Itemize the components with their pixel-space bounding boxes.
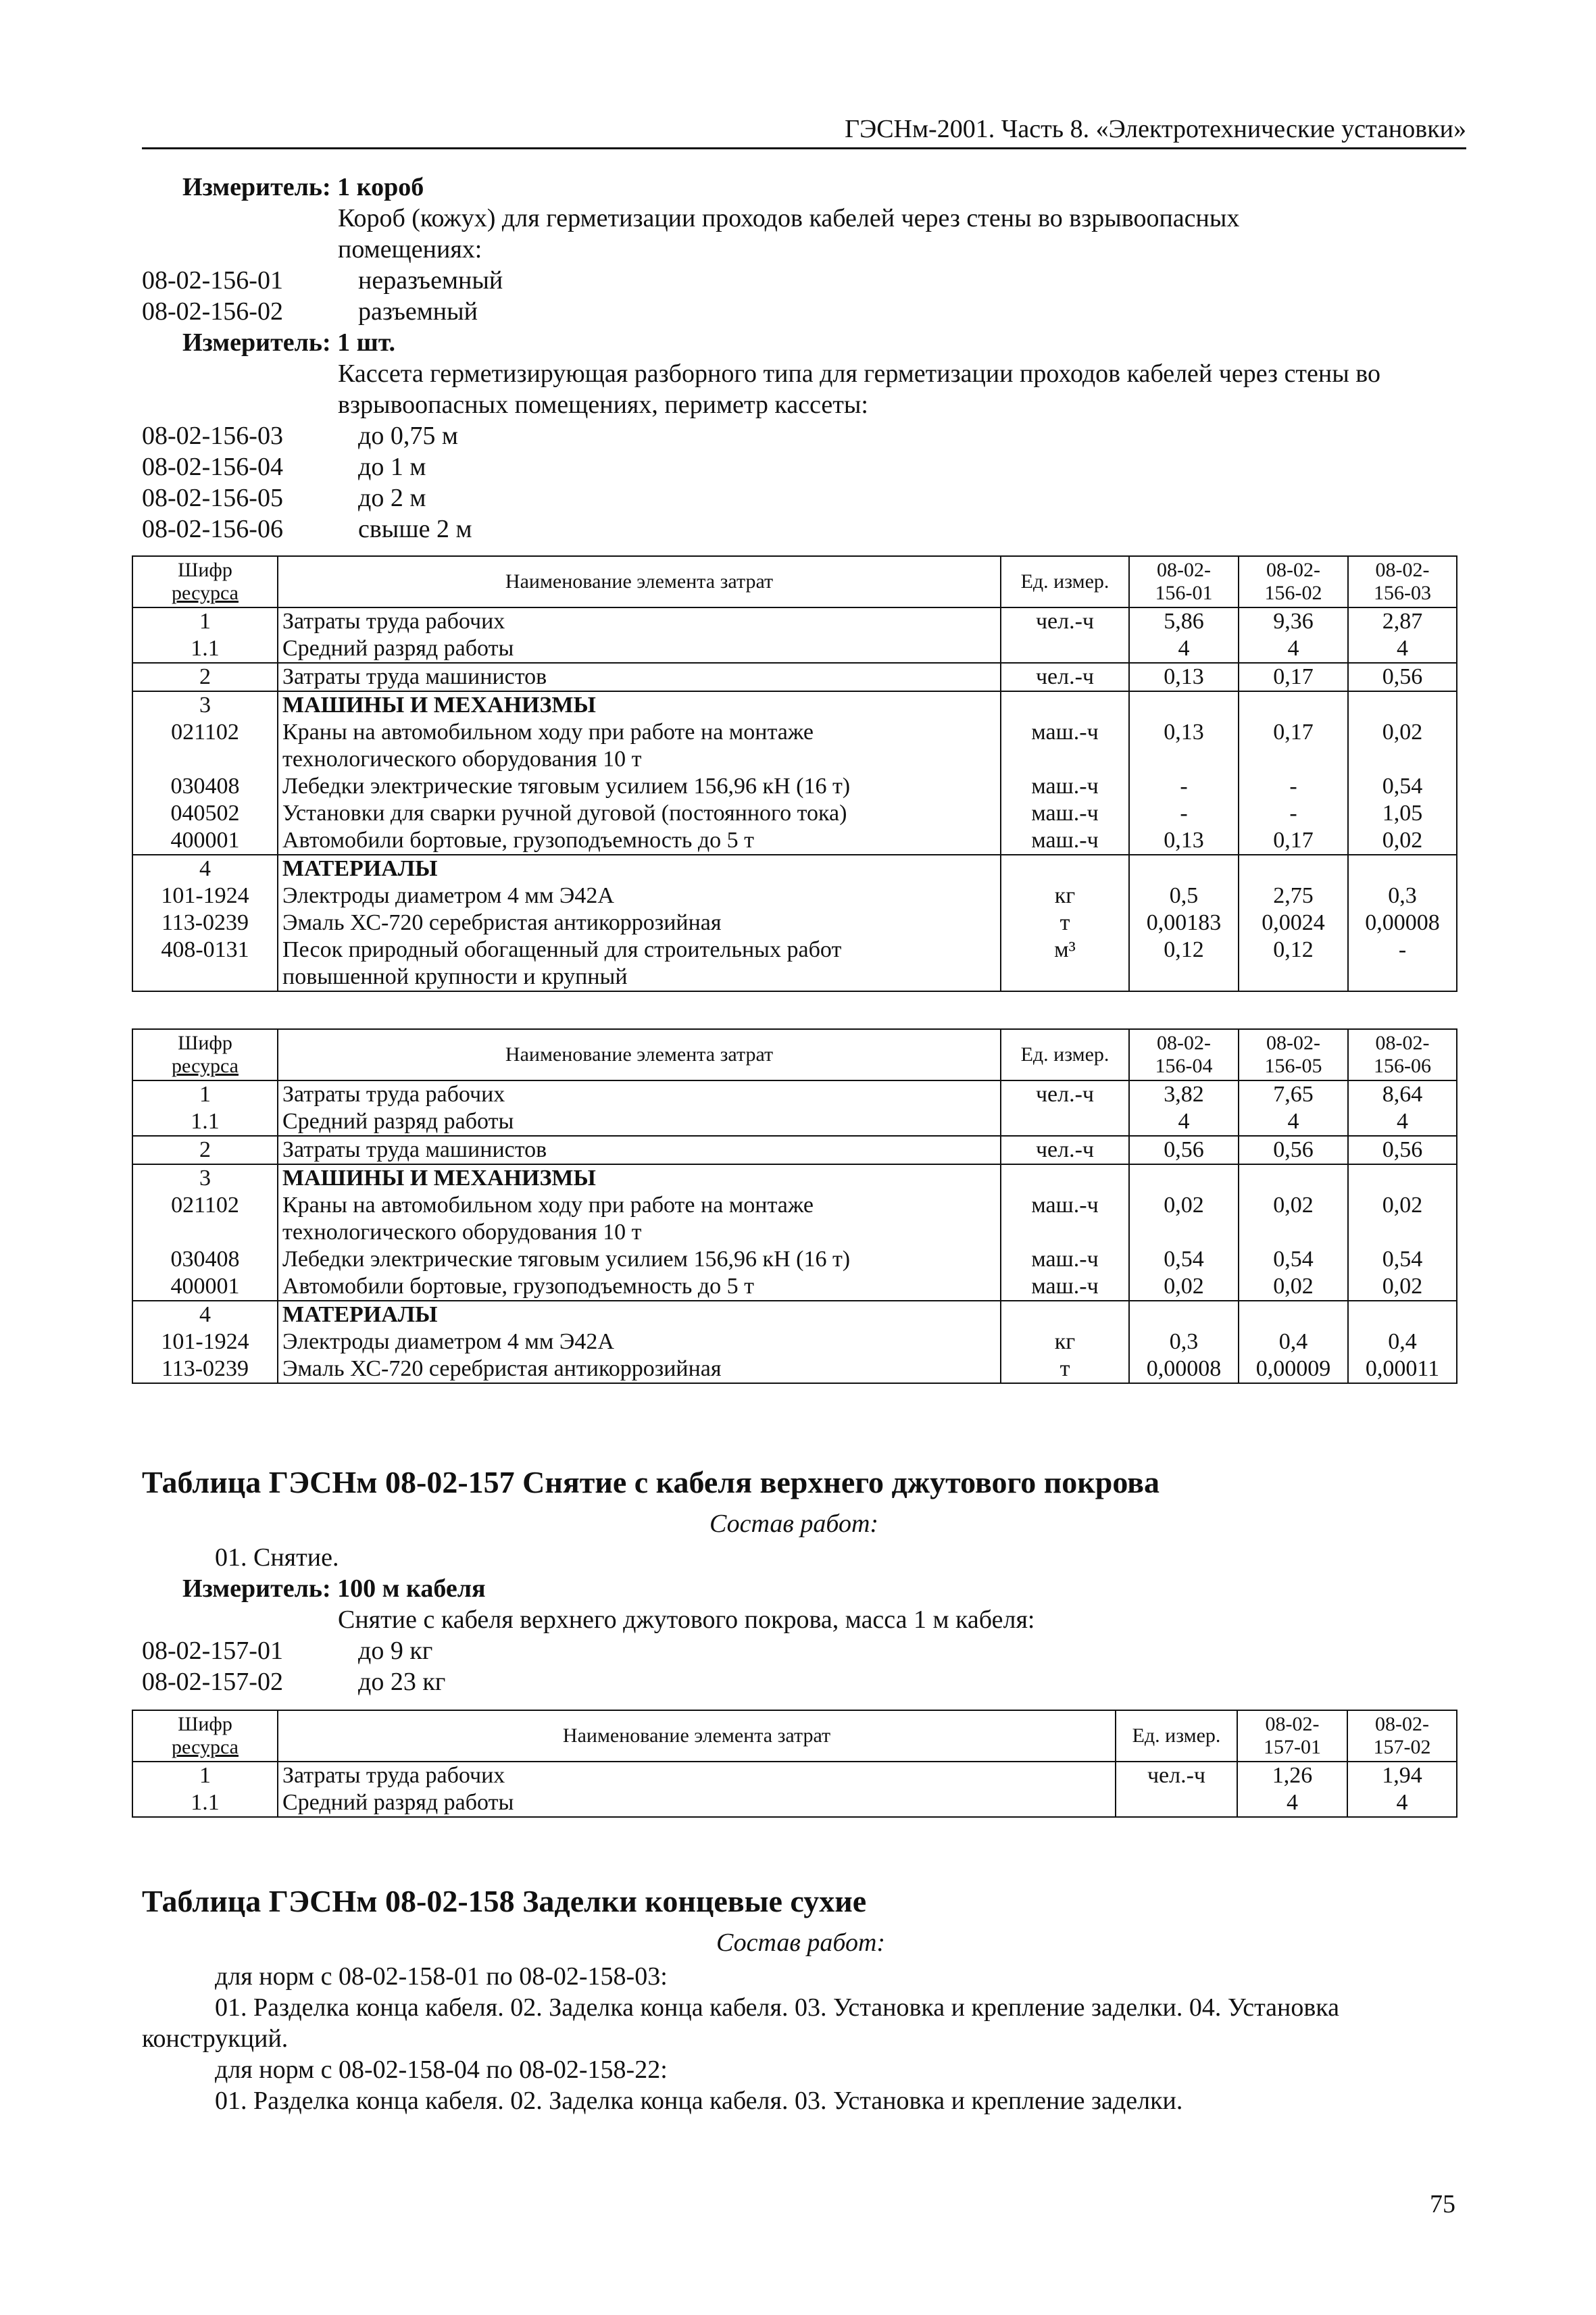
cell-code: 4	[132, 1301, 278, 1328]
cell-code: 1.1	[132, 635, 278, 663]
cell-value: 0,56	[1239, 1136, 1348, 1164]
cell-unit: маш.-ч	[1001, 827, 1129, 855]
col-header-name: Наименование элемента затрат	[278, 556, 1001, 607]
table-row	[132, 773, 1457, 800]
table-row	[132, 1762, 1457, 1789]
col-header-norm: 08-02- 156-05	[1239, 1029, 1348, 1080]
meter-157: Измеритель: 100 м кабеля	[182, 1574, 486, 1603]
cell-value	[1348, 1164, 1457, 1192]
cell-name: повышенной крупности и крупный	[278, 964, 1001, 991]
cell-value: 0,17	[1239, 663, 1348, 691]
cell-unit	[1001, 964, 1129, 991]
cell-value	[1129, 746, 1239, 773]
item-name: свыше 2 м	[358, 515, 472, 543]
cell-code: 113-0239	[132, 1355, 278, 1383]
cell-unit	[1001, 1219, 1129, 1246]
work-list-1-line-2: конструкций.	[142, 2024, 289, 2053]
cell-code: 113-0239	[132, 910, 278, 937]
cell-code: 021102	[132, 719, 278, 746]
cell-value: 0,54	[1239, 1246, 1348, 1273]
col-header-code: Шифр ресурса	[132, 1710, 278, 1762]
desc-2-line-2: взрывоопасных помещениях, периметр кассеты:	[338, 391, 868, 419]
item-name: неразъемный	[358, 266, 503, 295]
cell-code: 3	[132, 691, 278, 719]
cell-unit: чел.-ч	[1001, 1080, 1129, 1108]
cell-value: 0,00008	[1129, 1355, 1239, 1383]
table-row	[132, 910, 1457, 937]
col-header-unit: Ед. измер.	[1001, 556, 1129, 607]
table-row	[132, 1080, 1457, 1108]
desc-1-line-2: помещениях:	[338, 235, 482, 264]
cell-value	[1129, 1219, 1239, 1246]
col-header-norm: 08-02- 157-01	[1237, 1710, 1347, 1762]
cell-value: 0,00011	[1348, 1355, 1457, 1383]
cell-value: 0,17	[1239, 719, 1348, 746]
cell-value	[1129, 1301, 1239, 1328]
item-code: 08-02-157-01	[142, 1637, 283, 1665]
cell-value	[1129, 964, 1239, 991]
cell-name: Средний разряд работы	[278, 1789, 1116, 1817]
page-number: 75	[1430, 2190, 1455, 2218]
cell-code: 030408	[132, 773, 278, 800]
table-row	[132, 1355, 1457, 1383]
section-title-157: Таблица ГЭСНм 08-02-157 Снятие с кабеля верхнего джутового покрова	[142, 1465, 1160, 1499]
cell-value: 2,87	[1348, 607, 1457, 635]
cell-value: 7,65	[1239, 1080, 1348, 1108]
cell-name: Краны на автомобильном ходу при работе на монтаже	[278, 1192, 1001, 1219]
table-row	[132, 607, 1457, 635]
cell-value: 4	[1237, 1789, 1347, 1817]
norms-range-1: для норм с 08-02-158-01 по 08-02-158-03:	[215, 1962, 668, 1991]
cell-value	[1239, 746, 1348, 773]
work-list-1-line-1: 01. Разделка конца кабеля. 02. Заделка конца кабеля. 03. Установка и крепление заделки. 04. Установка	[215, 1993, 1340, 2022]
cell-value: 4	[1348, 1108, 1457, 1136]
cell-name: Затраты труда рабочих	[278, 1762, 1116, 1789]
cell-unit: чел.-ч	[1001, 1136, 1129, 1164]
cell-code: 2	[132, 1136, 278, 1164]
meter-1: Измеритель: 1 короб	[182, 173, 424, 201]
table-row	[132, 827, 1457, 855]
table-row	[132, 937, 1457, 964]
cell-value: 4	[1348, 635, 1457, 663]
cell-unit: т	[1001, 910, 1129, 937]
work-item: 01. Снятие.	[215, 1543, 339, 1572]
cell-value	[1348, 1219, 1457, 1246]
cell-code	[132, 746, 278, 773]
cell-value: 5,86	[1129, 607, 1239, 635]
cell-unit	[1001, 1164, 1129, 1192]
cell-value: 0,56	[1348, 663, 1457, 691]
desc-1-line-1: Короб (кожух) для герметизации проходов кабелей через стены во взрывоопасных	[338, 204, 1240, 232]
cell-unit: маш.-ч	[1001, 719, 1129, 746]
cell-name: Эмаль ХС-720 серебристая антикоррозийная	[278, 1355, 1001, 1383]
cell-name: Затраты труда машинистов	[278, 663, 1001, 691]
col-header-norm: 08-02- 156-04	[1129, 1029, 1239, 1080]
cell-name: Затраты труда рабочих	[278, 1080, 1001, 1108]
table-row	[132, 1192, 1457, 1219]
table-row	[132, 746, 1457, 773]
cell-value: -	[1348, 937, 1457, 964]
cell-code: 1.1	[132, 1789, 278, 1817]
item-name: до 23 кг	[358, 1668, 446, 1696]
cell-unit: кг	[1001, 1328, 1129, 1355]
cell-name: МАТЕРИАЛЫ	[278, 855, 1001, 882]
cell-name: Краны на автомобильном ходу при работе на монтаже	[278, 719, 1001, 746]
cell-value: 0,54	[1348, 1246, 1457, 1273]
cell-code: 101-1924	[132, 882, 278, 910]
cell-value: 8,64	[1348, 1080, 1457, 1108]
cell-code: 101-1924	[132, 1328, 278, 1355]
cell-unit	[1116, 1789, 1237, 1817]
cell-value: 0,5	[1129, 882, 1239, 910]
cell-value: 0,12	[1129, 937, 1239, 964]
cell-value: 4	[1239, 1108, 1348, 1136]
cell-code: 408-0131	[132, 937, 278, 964]
cell-name: Затраты труда машинистов	[278, 1136, 1001, 1164]
cell-value: 0,02	[1239, 1273, 1348, 1301]
cell-name: Электроды диаметром 4 мм Э42А	[278, 882, 1001, 910]
cell-value	[1239, 855, 1348, 882]
cell-name: Автомобили бортовые, грузоподъемность до 5 т	[278, 827, 1001, 855]
cell-value	[1239, 691, 1348, 719]
table-row	[132, 1273, 1457, 1301]
cell-value: 4	[1347, 1789, 1457, 1817]
cell-name: Затраты труда рабочих	[278, 607, 1001, 635]
cell-unit: м³	[1001, 937, 1129, 964]
cell-name: Автомобили бортовые, грузоподъемность до 5 т	[278, 1273, 1001, 1301]
work-list-2: 01. Разделка конца кабеля. 02. Заделка конца кабеля. 03. Установка и крепление заделки.	[215, 2087, 1183, 2115]
cell-code: 1	[132, 1080, 278, 1108]
cell-value: 1,05	[1348, 800, 1457, 827]
item-code: 08-02-157-02	[142, 1668, 283, 1696]
table-row	[132, 691, 1457, 719]
cell-name: Установки для сварки ручной дуговой (постоянного тока)	[278, 800, 1001, 827]
cell-value	[1129, 691, 1239, 719]
cell-code: 1.1	[132, 1108, 278, 1136]
table-row	[132, 1164, 1457, 1192]
cell-code: 1	[132, 1762, 278, 1789]
cell-unit: кг	[1001, 882, 1129, 910]
cell-value	[1239, 1164, 1348, 1192]
cell-code: 3	[132, 1164, 278, 1192]
col-header-norm: 08-02- 156-06	[1348, 1029, 1457, 1080]
cell-value: 1,26	[1237, 1762, 1347, 1789]
item-code: 08-02-156-04	[142, 453, 283, 481]
table-row	[132, 635, 1457, 663]
table-row	[132, 1246, 1457, 1273]
cell-value: 0,13	[1129, 827, 1239, 855]
cell-value: 0,54	[1348, 773, 1457, 800]
item-name: разъемный	[358, 297, 478, 326]
cell-code	[132, 964, 278, 991]
col-header-name: Наименование элемента затрат	[278, 1710, 1116, 1762]
cell-code: 030408	[132, 1246, 278, 1273]
cell-code: 400001	[132, 1273, 278, 1301]
cell-unit: т	[1001, 1355, 1129, 1383]
cell-unit	[1001, 635, 1129, 663]
cell-unit	[1001, 1301, 1129, 1328]
cell-value: -	[1239, 773, 1348, 800]
cell-code: 1	[132, 607, 278, 635]
table-row	[132, 663, 1457, 691]
cell-value: -	[1129, 800, 1239, 827]
desc-2-line-1: Кассета герметизирующая разборного типа для герметизации проходов кабелей через стены во	[338, 359, 1380, 388]
table-row	[132, 1108, 1457, 1136]
cell-value: 3,82	[1129, 1080, 1239, 1108]
cell-unit	[1001, 691, 1129, 719]
table-row	[132, 1136, 1457, 1164]
col-header-norm: 08-02- 157-02	[1347, 1710, 1457, 1762]
cell-value: 0,4	[1239, 1328, 1348, 1355]
item-name: до 1 м	[358, 453, 426, 481]
cell-name: МАТЕРИАЛЫ	[278, 1301, 1001, 1328]
cell-value: 0,3	[1129, 1328, 1239, 1355]
cell-code: 040502	[132, 800, 278, 827]
cell-value	[1129, 855, 1239, 882]
cell-value: 0,00183	[1129, 910, 1239, 937]
cell-name: Эмаль ХС-720 серебристая антикоррозийная	[278, 910, 1001, 937]
cell-value: 1,94	[1347, 1762, 1457, 1789]
desc-157: Снятие с кабеля верхнего джутового покрова, масса 1 м кабеля:	[338, 1605, 1035, 1634]
running-header: ГЭСНм-2001. Часть 8. «Электротехнические установки»	[142, 114, 1466, 149]
item-code: 08-02-156-06	[142, 515, 283, 543]
cell-value: 0,54	[1129, 1246, 1239, 1273]
cell-value: 0,13	[1129, 719, 1239, 746]
cell-name: Лебедки электрические тяговым усилием 156,96 кН (16 т)	[278, 1246, 1001, 1273]
table-row	[132, 800, 1457, 827]
cell-unit: чел.-ч	[1001, 607, 1129, 635]
cell-value: 4	[1129, 1108, 1239, 1136]
cell-value	[1129, 1164, 1239, 1192]
cell-unit	[1001, 746, 1129, 773]
col-header-name: Наименование элемента затрат	[278, 1029, 1001, 1080]
cell-name: Средний разряд работы	[278, 1108, 1001, 1136]
section-title-158: Таблица ГЭСНм 08-02-158 Заделки концевые сухие	[142, 1884, 867, 1918]
cell-code: 400001	[132, 827, 278, 855]
col-header-unit: Ед. измер.	[1116, 1710, 1237, 1762]
cell-value: 0,0024	[1239, 910, 1348, 937]
item-code: 08-02-156-05	[142, 484, 283, 512]
cell-value: 0,00009	[1239, 1355, 1348, 1383]
cell-unit	[1001, 855, 1129, 882]
cell-name: Лебедки электрические тяговым усилием 156,96 кН (16 т)	[278, 773, 1001, 800]
cell-name: Электроды диаметром 4 мм Э42А	[278, 1328, 1001, 1355]
cell-code: 021102	[132, 1192, 278, 1219]
item-name: до 0,75 м	[358, 422, 458, 450]
col-header-norm: 08-02- 156-02	[1239, 556, 1348, 607]
meter-2: Измеритель: 1 шт.	[182, 328, 396, 357]
work-composition-label: Состав работ:	[716, 1928, 886, 1957]
cell-value: -	[1129, 773, 1239, 800]
cell-value: 0,56	[1348, 1136, 1457, 1164]
item-code: 08-02-156-01	[142, 266, 283, 295]
resource-table-3	[132, 1710, 1457, 1818]
table-row	[132, 1219, 1457, 1246]
cell-unit	[1001, 1108, 1129, 1136]
cell-value	[1239, 964, 1348, 991]
cell-code: 4	[132, 855, 278, 882]
item-code: 08-02-156-02	[142, 297, 283, 326]
cell-value: 0,00008	[1348, 910, 1457, 937]
cell-value: 0,02	[1348, 719, 1457, 746]
cell-value: 0,02	[1129, 1273, 1239, 1301]
resource-table-2	[132, 1028, 1457, 1384]
cell-name: технологического оборудования 10 т	[278, 746, 1001, 773]
cell-value: 2,75	[1239, 882, 1348, 910]
cell-value	[1348, 855, 1457, 882]
item-name: до 9 кг	[358, 1637, 433, 1665]
cell-unit: маш.-ч	[1001, 1192, 1129, 1219]
table-row	[132, 719, 1457, 746]
table-row	[132, 1789, 1457, 1817]
cell-value: 0,02	[1348, 827, 1457, 855]
cell-unit: маш.-ч	[1001, 773, 1129, 800]
item-name: до 2 м	[358, 484, 426, 512]
cell-value: 0,02	[1348, 1273, 1457, 1301]
cell-value: 0,13	[1129, 663, 1239, 691]
cell-code: 2	[132, 663, 278, 691]
cell-name: МАШИНЫ И МЕХАНИЗМЫ	[278, 691, 1001, 719]
cell-value: 0,4	[1348, 1328, 1457, 1355]
col-header-code: Шифр ресурса	[132, 1029, 278, 1080]
cell-name: МАШИНЫ И МЕХАНИЗМЫ	[278, 1164, 1001, 1192]
cell-value: 4	[1239, 635, 1348, 663]
col-header-unit: Ед. измер.	[1001, 1029, 1129, 1080]
cell-value: 0,56	[1129, 1136, 1239, 1164]
cell-name: Песок природный обогащенный для строительных работ	[278, 937, 1001, 964]
cell-value	[1348, 746, 1457, 773]
table-row	[132, 964, 1457, 991]
cell-unit: чел.-ч	[1116, 1762, 1237, 1789]
cell-unit: маш.-ч	[1001, 800, 1129, 827]
table-row	[132, 855, 1457, 882]
cell-value: 0,02	[1348, 1192, 1457, 1219]
cell-value	[1348, 691, 1457, 719]
col-header-norm: 08-02- 156-01	[1129, 556, 1239, 607]
cell-value: 9,36	[1239, 607, 1348, 635]
cell-value: 0,12	[1239, 937, 1348, 964]
col-header-code: Шифр ресурса	[132, 556, 278, 607]
table-row	[132, 1301, 1457, 1328]
cell-value: -	[1239, 800, 1348, 827]
cell-unit: чел.-ч	[1001, 663, 1129, 691]
item-code: 08-02-156-03	[142, 422, 283, 450]
cell-unit: маш.-ч	[1001, 1246, 1129, 1273]
cell-value: 0,02	[1239, 1192, 1348, 1219]
table-row	[132, 1328, 1457, 1355]
col-header-norm: 08-02- 156-03	[1348, 556, 1457, 607]
work-composition-label: Состав работ:	[709, 1510, 879, 1538]
cell-value: 0,02	[1129, 1192, 1239, 1219]
cell-value: 0,3	[1348, 882, 1457, 910]
table-row	[132, 882, 1457, 910]
cell-value	[1239, 1301, 1348, 1328]
cell-value	[1239, 1219, 1348, 1246]
cell-name: Средний разряд работы	[278, 635, 1001, 663]
cell-value: 0,17	[1239, 827, 1348, 855]
cell-code	[132, 1219, 278, 1246]
cell-value	[1348, 1301, 1457, 1328]
cell-value	[1348, 964, 1457, 991]
cell-value: 4	[1129, 635, 1239, 663]
cell-unit: маш.-ч	[1001, 1273, 1129, 1301]
resource-table-1	[132, 555, 1457, 992]
cell-name: технологического оборудования 10 т	[278, 1219, 1001, 1246]
norms-range-2: для норм с 08-02-158-04 по 08-02-158-22:	[215, 2056, 668, 2084]
